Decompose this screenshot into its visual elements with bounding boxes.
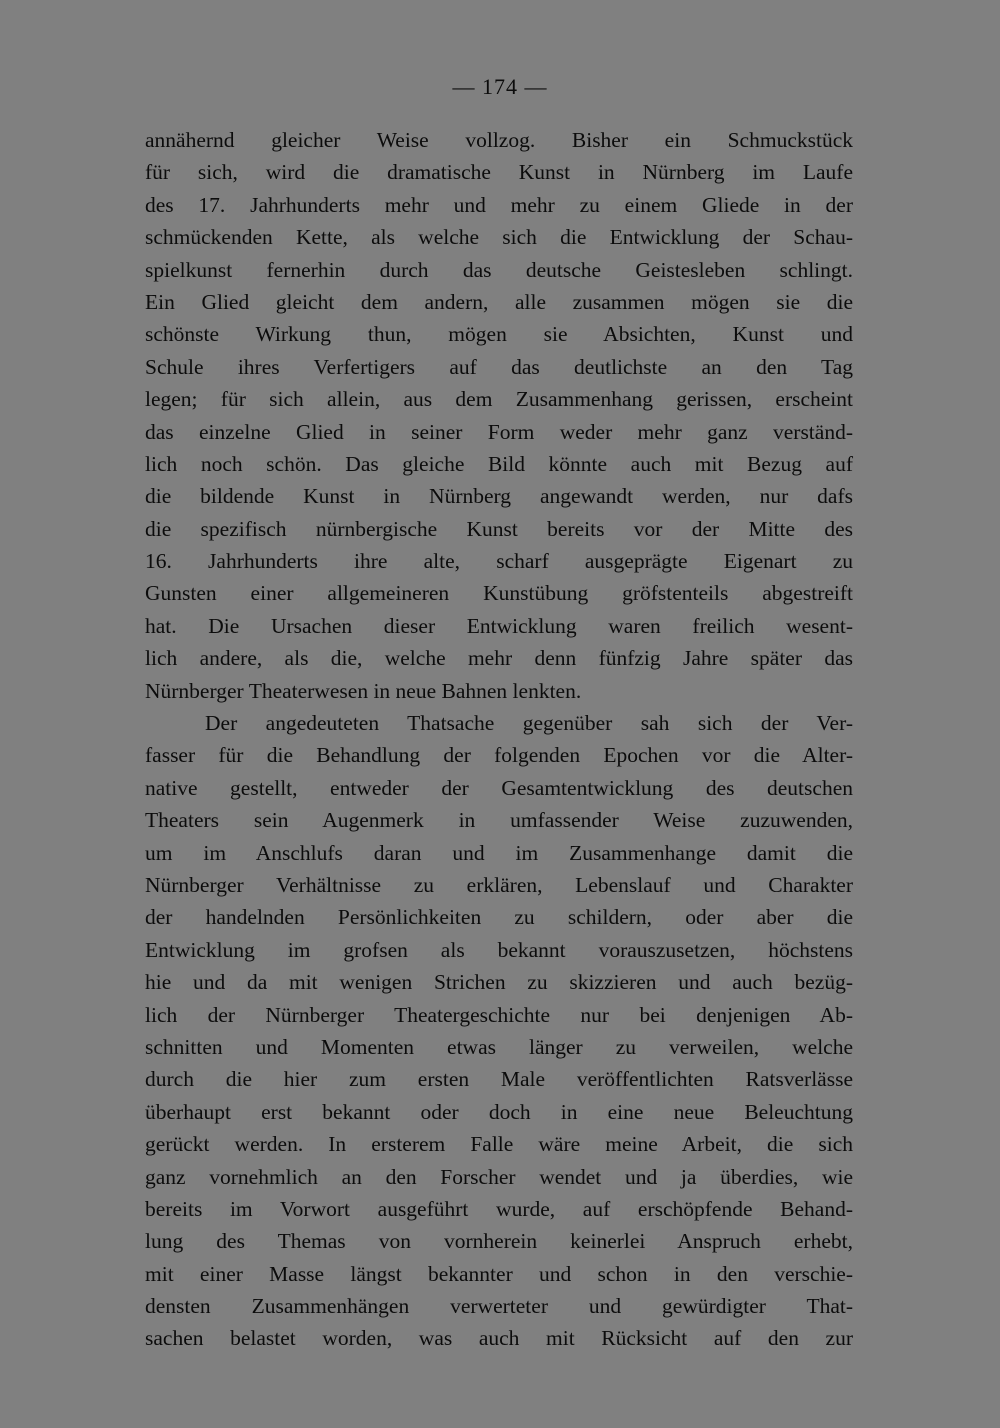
text-line: die bildende Kunst in Nürnberg angewandt werden, nur dafs — [145, 484, 853, 509]
text-line: der handelnden Persönlichkeiten zu schildern, oder aber die — [145, 905, 853, 930]
text-line: gerückt werden. In ersterem Falle wäre meine Arbeit, die sich — [145, 1132, 853, 1157]
text-line: Entwicklung im grofsen als bekannt vorauszusetzen, höchstens — [145, 937, 853, 962]
text-line: lich andere, als die, welche mehr denn fünfzig Jahre später das — [145, 646, 853, 671]
text-line: lung des Themas von vornherein keinerlei Anspruch erhebt, — [145, 1229, 853, 1254]
text-line: Theaters sein Augenmerk in umfassender Weise zuzuwenden, — [145, 808, 853, 833]
text-line: schmückenden Kette, als welche sich die Entwicklung der Schau- — [145, 225, 853, 250]
text-line: überhaupt erst bekannt oder doch in eine neue Beleuchtung — [145, 1099, 853, 1124]
text-line: fasser für die Behandlung der folgenden Epochen vor die Alter- — [145, 743, 853, 768]
text-line: hat. Die Ursachen dieser Entwicklung waren freilich wesent- — [145, 613, 853, 638]
text-line: bereits im Vorwort ausgeführt wurde, auf erschöpfende Behand- — [145, 1196, 853, 1221]
text-line: densten Zusammenhängen verwerteter und gewürdigter That- — [145, 1294, 853, 1319]
text-line-paragraph-end: Nürnberger Theaterwesen in neue Bahnen lenkten. — [145, 678, 582, 703]
text-line: lich noch schön. Das gleiche Bild könnte auch mit Bezug auf — [145, 451, 853, 476]
text-line: für sich, wird die dramatische Kunst in Nürnberg im Laufe — [145, 160, 853, 185]
text-line: durch die hier zum ersten Male veröffentlichten Ratsverlässe — [145, 1067, 853, 1092]
text-line: die spezifisch nürnbergische Kunst bereits vor der Mitte des — [145, 516, 853, 541]
text-line: Gunsten einer allgemeineren Kunstübung gröfstenteils abgestreift — [145, 581, 853, 606]
text-line: um im Anschlufs daran und im Zusammenhange damit die — [145, 840, 853, 865]
text-line: spielkunst fernerhin durch das deutsche Geistesleben schlingt. — [145, 257, 853, 282]
text-line: des 17. Jahrhunderts mehr und mehr zu einem Gliede in der — [145, 192, 853, 217]
text-line: Schule ihres Verfertigers auf das deutlichste an den Tag — [145, 354, 853, 379]
text-line: hie und da mit wenigen Strichen zu skizzieren und auch bezüg- — [145, 970, 853, 995]
text-line: annähernd gleicher Weise vollzog. Bisher ein Schmuckstück — [145, 128, 853, 152]
text-line: ganz vornehmlich an den Forscher wendet und ja überdies, wie — [145, 1164, 853, 1189]
text-line: das einzelne Glied in seiner Form weder mehr ganz verständ- — [145, 419, 853, 444]
text-line: 16. Jahrhunderts ihre alte, scharf ausgeprägte Eigenart zu — [145, 549, 853, 574]
page-number: — 174 — — [452, 74, 548, 99]
body-text — [145, 124, 853, 1355]
text-line: Ein Glied gleicht dem andern, alle zusammen mögen sie die — [145, 289, 853, 314]
text-line: mit einer Masse längst bekannter und schon in den verschie- — [145, 1261, 853, 1286]
text-line: sachen belastet worden, was auch mit Rücksicht auf den zur — [145, 1326, 853, 1351]
text-line: schnitten und Momenten etwas länger zu verweilen, welche — [145, 1034, 853, 1059]
text-line: native gestellt, entweder der Gesamtentwicklung des deutschen — [145, 775, 853, 800]
text-line: legen; für sich allein, aus dem Zusammenhang gerissen, erscheint — [145, 387, 853, 412]
text-line: Nürnberger Verhältnisse zu erklären, Lebenslauf und Charakter — [145, 872, 853, 897]
text-line: schönste Wirkung thun, mögen sie Absichten, Kunst und — [145, 322, 853, 347]
text-line: lich der Nürnberger Theatergeschichte nur bei denjenigen Ab- — [145, 1002, 853, 1027]
text-line-paragraph-start: Der angedeuteten Thatsache gegenüber sah sich der Ver- — [205, 711, 853, 736]
